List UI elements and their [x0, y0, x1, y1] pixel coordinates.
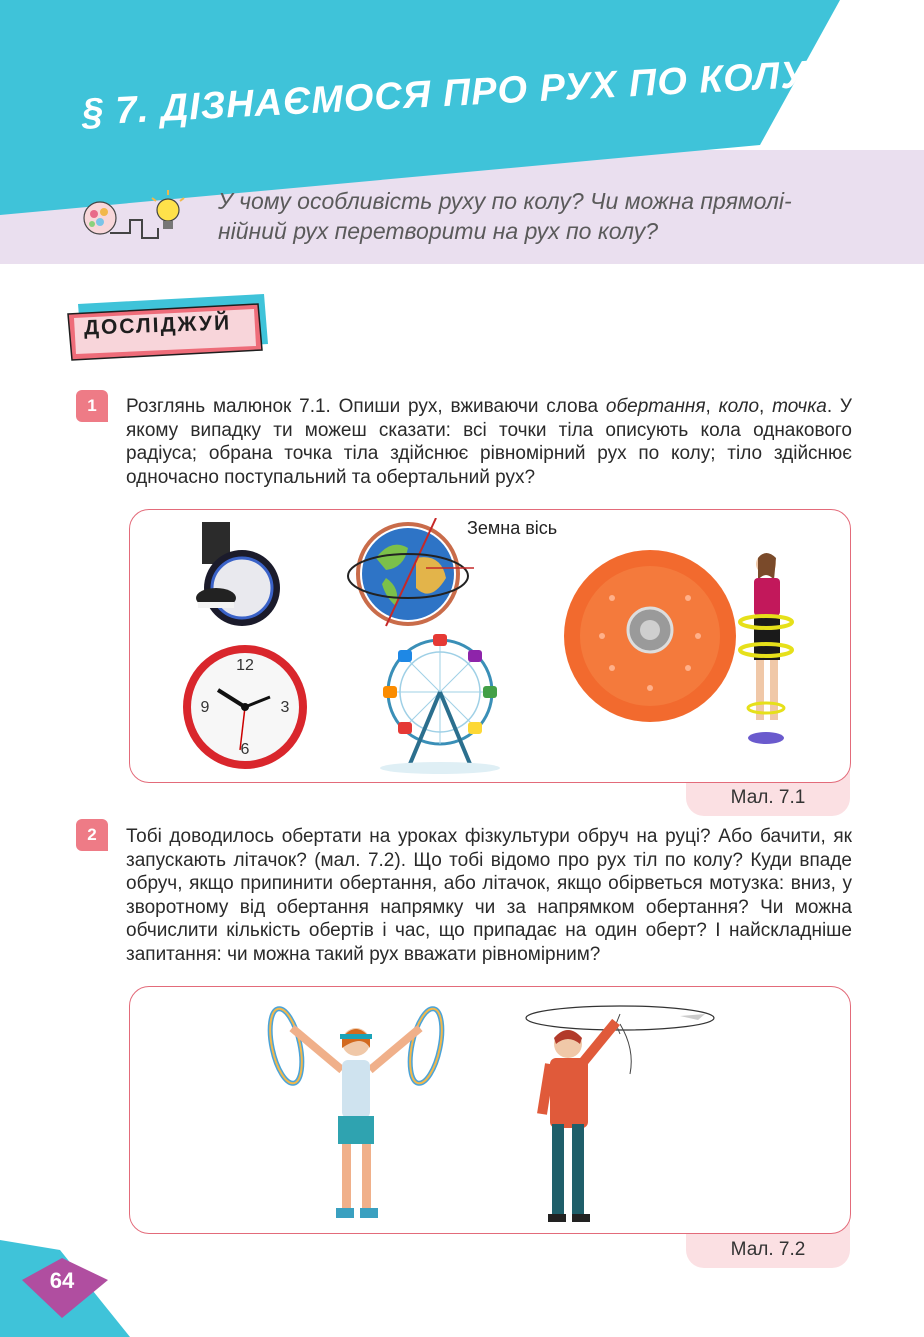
woman-hula-hoop-illustration: [736, 550, 796, 750]
separator: ,: [705, 396, 719, 417]
page-title: § 7. ДІЗНАЄМОСЯ ПРО РУХ ПО КОЛУ: [80, 54, 809, 134]
intro-question: [218, 186, 858, 246]
figure-2-caption: Мал. 7.2: [686, 1212, 850, 1268]
task-2-text: Тобі доводилось обертати на уроках фізкультури обруч на руці? Або бачити, як запускають літачок? (мал. 7.2). Що тобі відомо про рух тіл по колу? Куди впаде обруч, якщо припинити обертання, або літачок, якщо обірветься мотузка: вниз, у зворотному від обертання напрямку чи за напрямком обертання? Чи можна обчислити кількість обертів і час, що припадає на один оберт? І найскладніше запитання: чи можна такий рух вважати рівномірним?: [126, 826, 852, 965]
svg-text:6: 6: [240, 741, 250, 758]
intro-question-line-1: У чому особливість руху по колу? Чи можна прямолі-: [218, 188, 792, 214]
boy-with-plane-illustration: [520, 994, 720, 1226]
keyword-point: точка: [772, 396, 827, 417]
svg-text:3: 3: [280, 699, 290, 716]
section-label: ДОСЛІДЖУЙ: [83, 311, 232, 340]
keyword-circle: коло: [718, 396, 760, 417]
earth-axis-label: Земна вісь: [467, 518, 558, 538]
wall-clock-illustration: [180, 642, 310, 772]
task-1-text-start: Розглянь малюнок 7.1. Опиши рух, вживаючи слова: [126, 396, 606, 417]
svg-text:9: 9: [200, 699, 210, 716]
page-number: 64: [49, 1268, 75, 1293]
twist-disc-illustration: [562, 548, 738, 724]
unicycle-wheel-illustration: [190, 522, 280, 628]
task-1-text: [126, 395, 852, 489]
figure-1-caption: Мал. 7.1: [686, 760, 850, 816]
girl-with-hoops-illustration: [262, 998, 450, 1226]
intro-question-line-2: нійний рух перетворити на рух по колу?: [218, 218, 658, 244]
separator: ,: [759, 396, 773, 417]
globe-illustration: [346, 518, 476, 630]
task-1-text-end: . У якому випадку ти можеш сказати: всі точки тіла описують кола однакового радіуса; обрана точка тіла здійснює рівномірний рух по колу; тіло здійснює одночасно поступальний та обертальний рух?: [126, 396, 852, 488]
svg-text:12: 12: [236, 657, 254, 674]
keyword-rotation: обертання: [605, 396, 706, 417]
brain-lightbulb-icon: [70, 188, 188, 250]
task-number-badge: 1: [76, 390, 108, 422]
ferris-wheel-illustration: [370, 634, 510, 776]
figure-2-frame: [129, 986, 851, 1234]
task-number-badge: 2: [76, 819, 108, 851]
